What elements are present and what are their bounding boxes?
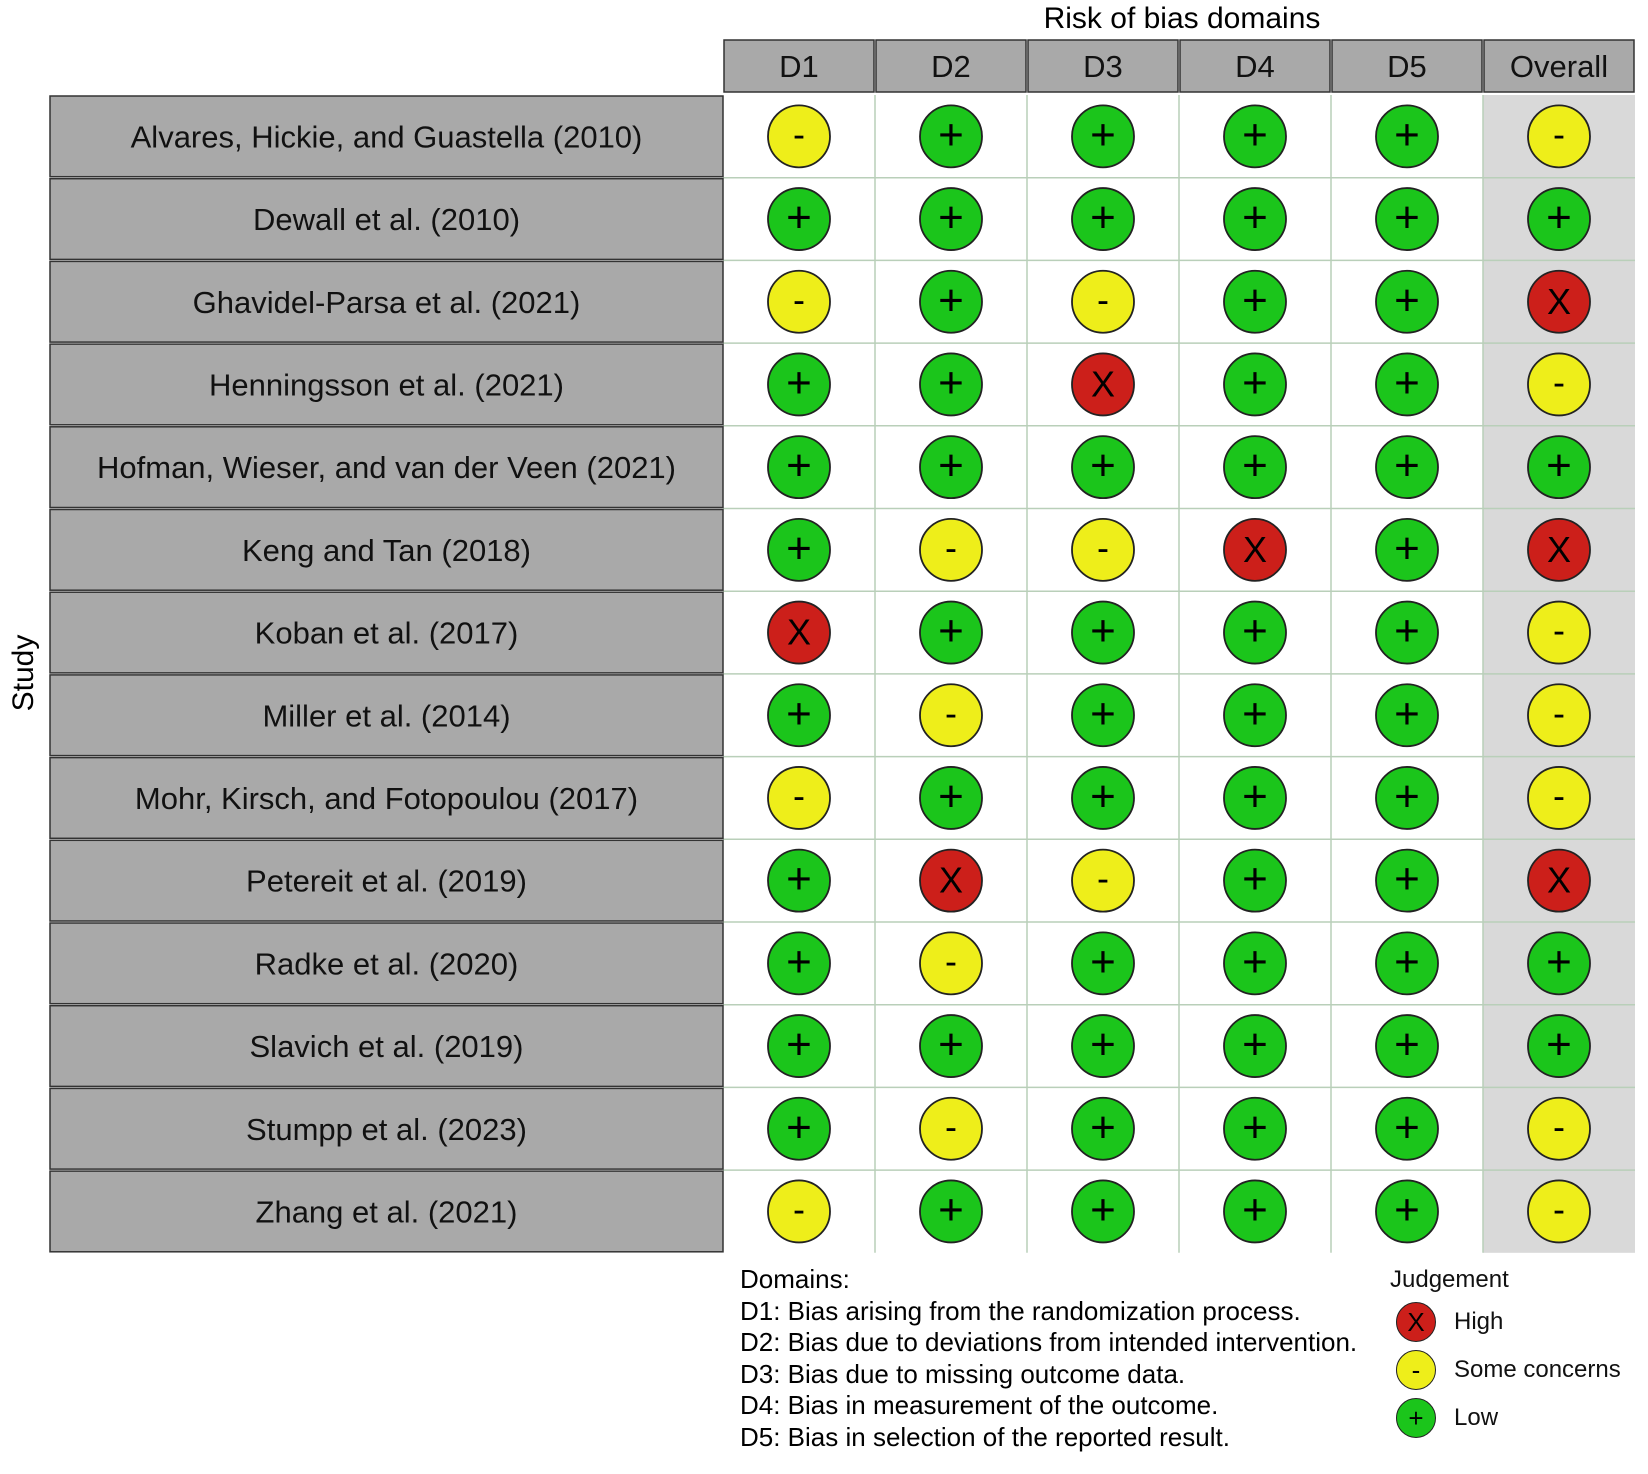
judgement-mark-low — [1072, 1015, 1134, 1077]
judgement-mark-low — [1528, 436, 1590, 498]
study-label: Petereit et al. (2019) — [246, 863, 527, 899]
judgement-symbol: X — [1090, 363, 1116, 405]
judgement-legend-low-label: Low — [1454, 1404, 1499, 1431]
judgement-mark-some-concerns — [768, 271, 830, 333]
judgement-symbol: + — [1242, 441, 1268, 491]
judgement-symbol: + — [786, 358, 812, 408]
judgement-mark-low — [920, 767, 982, 829]
judgement-legend-high-label: High — [1454, 1308, 1504, 1335]
judgement-mark-high — [1072, 353, 1134, 415]
judgement-mark-low — [1224, 850, 1286, 912]
judgement-symbol: + — [1242, 937, 1268, 987]
judgement-symbol: + — [1242, 275, 1268, 325]
judgement-symbol: + — [1090, 606, 1116, 656]
judgement-symbol: + — [786, 193, 812, 243]
judgement-mark-high — [920, 850, 982, 912]
judgement-symbol: - — [945, 526, 957, 568]
judgement-mark-low — [1072, 105, 1134, 167]
judgement-symbol: - — [945, 692, 957, 734]
judgement-mark-low — [768, 684, 830, 746]
column-header-label: Overall — [1509, 49, 1609, 84]
judgement-symbol: + — [1242, 689, 1268, 739]
judgement-mark-low — [1376, 602, 1438, 664]
judgement-symbol: - — [1553, 692, 1565, 734]
judgement-mark-low — [1376, 271, 1438, 333]
judgement-mark-low — [1376, 188, 1438, 250]
judgement-mark-low — [1376, 1180, 1438, 1242]
judgement-symbol: + — [1242, 1185, 1268, 1235]
judgement-mark-low — [920, 602, 982, 664]
judgement-legend-some-concerns — [1390, 1350, 1648, 1394]
judgement-symbol: + — [938, 1020, 964, 1070]
judgement-mark-low — [768, 1015, 830, 1077]
judgement-mark-low — [1376, 767, 1438, 829]
judgement-mark-some-concerns — [1528, 767, 1590, 829]
study-label: Henningsson et al. (2021) — [208, 367, 565, 403]
judgement-symbol: + — [1090, 1185, 1116, 1235]
study-label: Slavich et al. (2019) — [249, 1029, 524, 1065]
judgement-mark-some-concerns — [1528, 353, 1590, 415]
judgement-mark-low — [768, 519, 830, 581]
judgement-mark-some-concerns — [768, 767, 830, 829]
judgement-mark-some-concerns — [1072, 519, 1134, 581]
judgement-symbol: + — [1394, 193, 1420, 243]
judgement-symbol: + — [1394, 689, 1420, 739]
judgement-mark-some-concerns — [920, 1098, 982, 1160]
judgement-mark-low — [1376, 932, 1438, 994]
judgement-symbol: + — [938, 606, 964, 656]
domains-title: Domains: — [740, 1264, 850, 1294]
judgement-legend-some-concerns-label: Some concerns — [1454, 1356, 1621, 1383]
judgement-symbol: + — [786, 689, 812, 739]
chart-title: Risk of bias domains — [1043, 2, 1321, 35]
judgement-symbol: X — [1546, 859, 1572, 901]
judgement-symbol: + — [1546, 193, 1572, 243]
judgement-mark-low — [1224, 1180, 1286, 1242]
judgement-symbol: X — [1546, 280, 1572, 322]
judgement-symbol: + — [938, 441, 964, 491]
judgement-mark-low — [1224, 684, 1286, 746]
domain-d5-description: D5: Bias in selection of the reported result. — [740, 1421, 1230, 1452]
study-label: Stumpp et al. (2023) — [246, 1111, 527, 1147]
judgement-mark-low — [1224, 271, 1286, 333]
judgement-mark-low — [1072, 932, 1134, 994]
judgement-symbol: - — [1553, 1105, 1565, 1147]
judgement-mark-low — [1376, 1015, 1438, 1077]
judgement-mark-low — [1376, 105, 1438, 167]
plus-icon: + — [1396, 1398, 1436, 1438]
judgement-mark-low — [920, 436, 982, 498]
column-header-label: D4 — [1235, 49, 1275, 84]
judgement-symbol: - — [793, 1188, 805, 1230]
judgement-symbol: - — [1097, 857, 1109, 899]
judgement-symbol: + — [786, 937, 812, 987]
judgement-symbol: + — [1394, 1020, 1420, 1070]
judgement-symbol: + — [1090, 689, 1116, 739]
domain-d4-description: D4: Bias in measurement of the outcome. — [740, 1390, 1219, 1420]
domain-d1-description: D1: Bias arising from the randomization process. — [740, 1295, 1301, 1326]
judgement-symbol: + — [1242, 854, 1268, 904]
judgement-symbol: + — [786, 441, 812, 491]
judgement-symbol: + — [1546, 937, 1572, 987]
study-label: Dewall et al. (2010) — [252, 202, 521, 238]
judgement-mark-some-concerns — [1528, 1098, 1590, 1160]
judgement-symbol: + — [1546, 1020, 1572, 1070]
judgement-mark-low — [1528, 1015, 1590, 1077]
judgement-symbol: + — [938, 1185, 964, 1235]
judgement-symbol: + — [1242, 110, 1268, 160]
judgement-symbol: X — [938, 859, 964, 901]
column-header-label: D5 — [1387, 49, 1427, 84]
judgement-symbol: - — [1097, 526, 1109, 568]
judgement-mark-low — [768, 932, 830, 994]
judgement-mark-low — [920, 105, 982, 167]
judgement-mark-low — [1072, 767, 1134, 829]
judgement-mark-low — [1224, 353, 1286, 415]
judgement-mark-low — [920, 353, 982, 415]
judgement-mark-low — [920, 1015, 982, 1077]
judgement-mark-low — [768, 1098, 830, 1160]
judgement-symbol: + — [1090, 937, 1116, 987]
judgement-symbol: + — [1394, 110, 1420, 160]
judgement-mark-low — [1376, 436, 1438, 498]
judgement-symbol: + — [1090, 1020, 1116, 1070]
judgement-mark-some-concerns — [1072, 850, 1134, 912]
judgement-symbol: + — [938, 193, 964, 243]
judgement-symbol: - — [1553, 1188, 1565, 1230]
judgement-symbol: + — [1090, 771, 1116, 821]
judgement-symbol: + — [1394, 441, 1420, 491]
judgement-symbol: - — [945, 1105, 957, 1147]
judgement-mark-low — [1072, 684, 1134, 746]
judgement-symbol: - — [793, 113, 805, 155]
study-label: Ghavidel-Parsa et al. (2021) — [192, 284, 581, 320]
judgement-symbol: - — [1553, 609, 1565, 651]
judgement-symbol: + — [786, 1020, 812, 1070]
column-header-label: D3 — [1083, 49, 1123, 84]
judgement-symbol: + — [1090, 1102, 1116, 1152]
study-label: Miller et al. (2014) — [262, 698, 511, 734]
judgement-symbol: + — [1242, 1020, 1268, 1070]
judgement-symbol: X — [1546, 528, 1572, 570]
judgement-symbol: X — [1242, 528, 1268, 570]
judgement-symbol: + — [1090, 441, 1116, 491]
judgement-mark-low — [1224, 1015, 1286, 1077]
judgement-symbol: + — [1394, 606, 1420, 656]
judgement-mark-low — [1224, 1098, 1286, 1160]
judgement-symbol: + — [1394, 1185, 1420, 1235]
judgement-mark-low — [768, 188, 830, 250]
judgement-mark-low — [1224, 602, 1286, 664]
judgement-symbol: - — [1097, 278, 1109, 320]
minus-icon: - — [1396, 1350, 1436, 1390]
judgement-symbol: + — [938, 358, 964, 408]
judgement-mark-some-concerns — [920, 932, 982, 994]
grid-layer — [723, 95, 1635, 1253]
judgement-legend-high — [1390, 1302, 1648, 1346]
judgement-mark-low — [920, 1180, 982, 1242]
column-header-label: D2 — [931, 49, 971, 84]
judgement-symbol: - — [1553, 774, 1565, 816]
y-axis-label: Study — [7, 634, 40, 712]
judgement-symbol: + — [1242, 771, 1268, 821]
study-label: Radke et al. (2020) — [254, 946, 519, 982]
judgement-symbol: - — [1553, 361, 1565, 403]
domains-legend — [740, 1264, 1357, 1453]
judgement-mark-low — [1224, 767, 1286, 829]
judgement-symbol: + — [1090, 193, 1116, 243]
judgement-mark-low — [1224, 105, 1286, 167]
judgement-mark-some-concerns — [920, 684, 982, 746]
domain-d2-description: D2: Bias due to deviations from intended intervention. — [740, 1327, 1358, 1357]
judgement-symbol: - — [793, 774, 805, 816]
judgement-symbol: + — [1242, 358, 1268, 408]
judgement-mark-low — [920, 188, 982, 250]
judgement-mark-high — [1528, 850, 1590, 912]
study-label: Zhang et al. (2021) — [255, 1194, 518, 1230]
x-icon: X — [1396, 1302, 1436, 1342]
judgement-symbol: + — [786, 523, 812, 573]
judgement-legend-title: Judgement — [1390, 1266, 1509, 1293]
judgement-symbol: - — [793, 278, 805, 320]
column-headers — [724, 40, 1634, 92]
judgement-mark-low — [1376, 684, 1438, 746]
legend — [740, 1264, 1640, 1474]
judgement-mark-some-concerns — [768, 1180, 830, 1242]
judgement-symbol: + — [1394, 771, 1420, 821]
judgement-symbol: + — [786, 1102, 812, 1152]
judgement-symbol: X — [786, 611, 812, 653]
judgement-mark-low — [1072, 436, 1134, 498]
judgement-symbol: + — [938, 110, 964, 160]
judgement-symbol: + — [1394, 937, 1420, 987]
judgement-symbol: + — [1242, 606, 1268, 656]
judgement-mark-some-concerns — [1528, 602, 1590, 664]
judgement-mark-some-concerns — [768, 105, 830, 167]
judgement-mark-low — [1376, 353, 1438, 415]
judgement-mark-low — [1376, 519, 1438, 581]
judgement-mark-low — [1376, 850, 1438, 912]
judgement-mark-some-concerns — [1072, 271, 1134, 333]
judgement-symbol: - — [1553, 113, 1565, 155]
judgement-symbol: + — [1394, 275, 1420, 325]
judgement-symbol: + — [1394, 523, 1420, 573]
judgement-mark-high — [1528, 519, 1590, 581]
judgement-mark-high — [1528, 271, 1590, 333]
judgement-mark-low — [1376, 1098, 1438, 1160]
judgement-mark-low — [1528, 932, 1590, 994]
judgement-symbol: + — [1090, 110, 1116, 160]
judgement-mark-low — [768, 436, 830, 498]
judgement-mark-low — [768, 850, 830, 912]
study-label: Alvares, Hickie, and Guastella (2010) — [130, 119, 643, 155]
judgement-symbol: + — [786, 854, 812, 904]
judgement-mark-low — [1224, 436, 1286, 498]
judgement-mark-low — [1072, 1180, 1134, 1242]
study-label: Keng and Tan (2018) — [242, 532, 531, 568]
study-label: Koban et al. (2017) — [254, 615, 519, 651]
judgement-mark-low — [1072, 188, 1134, 250]
judgement-mark-low — [768, 353, 830, 415]
domain-d3-description: D3: Bias due to missing outcome data. — [740, 1358, 1186, 1389]
judgement-symbol: + — [1394, 854, 1420, 904]
study-label: Mohr, Kirsch, and Fotopoulou (2017) — [134, 780, 639, 816]
judgement-mark-low — [1072, 1098, 1134, 1160]
judgement-mark-some-concerns — [920, 519, 982, 581]
judgement-mark-low — [1528, 188, 1590, 250]
judgement-symbol: + — [1546, 441, 1572, 491]
study-labels — [50, 96, 723, 1252]
judgement-mark-some-concerns — [1528, 684, 1590, 746]
judgement-symbol: + — [1242, 193, 1268, 243]
judgement-mark-high — [1224, 519, 1286, 581]
judgement-mark-some-concerns — [1528, 1180, 1590, 1242]
judgement-mark-low — [1224, 188, 1286, 250]
judgement-mark-low — [920, 271, 982, 333]
judgement-mark-high — [768, 602, 830, 664]
judgement-legend-low — [1390, 1398, 1648, 1442]
judgement-symbol: + — [938, 771, 964, 821]
judgement-symbol: + — [1394, 358, 1420, 408]
study-label: Hofman, Wieser, and van der Veen (2021) — [97, 450, 676, 486]
judgement-symbol: + — [1394, 1102, 1420, 1152]
judgement-mark-low — [1224, 932, 1286, 994]
judgement-symbol: + — [1242, 1102, 1268, 1152]
judgement-symbol: - — [945, 940, 957, 982]
judgement-mark-some-concerns — [1528, 105, 1590, 167]
column-header-label: D1 — [779, 49, 819, 84]
judgement-mark-low — [1072, 602, 1134, 664]
judgement-symbol: + — [938, 275, 964, 325]
